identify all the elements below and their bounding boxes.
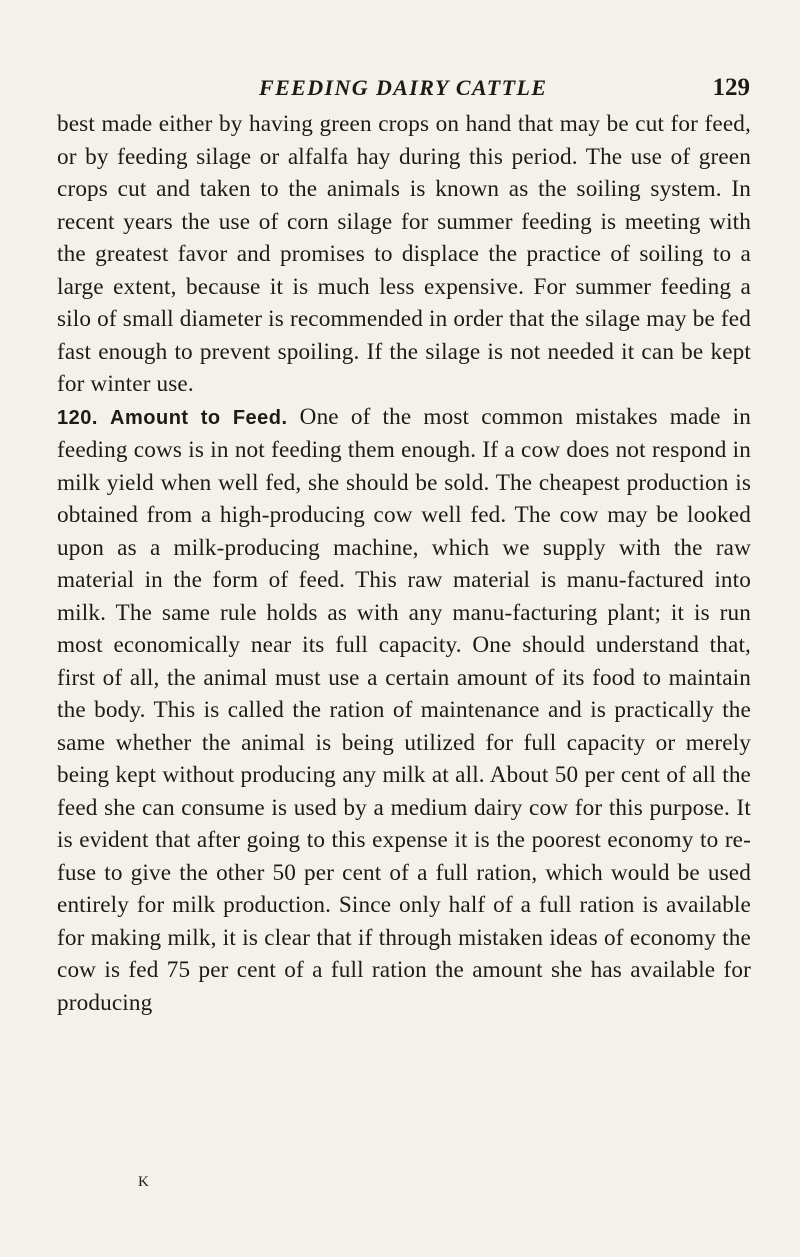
section-number: 120. [57, 406, 98, 429]
body-text [57, 108, 751, 1019]
section-paragraph [57, 401, 751, 1020]
running-head [56, 74, 750, 108]
section-heading: Amount to Feed. [110, 406, 288, 429]
paragraph-continued: best made either by having green crops on hand that may be cut for feed, or by feeding silage or alfalfa hay during this period. The use of green crops cut and taken to the animals is known as the soiling system. In recent years the use of corn silage for summer feeding is meeting with the greatest favor and promises to displace the practice of soiling to a large extent, because it is much less expensive. For summer feeding a silo of small diameter is recommended in order that the silage may be fed fast enough to prevent spoiling. If the silage is not needed it can be kept for winter use. [57, 111, 751, 397]
running-head-title: FEEDING DAIRY CATTLE [259, 75, 548, 100]
signature-mark: K [138, 1174, 150, 1190]
section-text: One of the most common mistakes made in feeding cows is in not feeding them enough. If a cow does not respond in milk yield when well fed, she should be sold. The cheapest production is obtained from a high-producing cow well fed. The cow may be looked upon as a milk-producing machine, which we supply with the raw material in the form of feed. This raw material is manu-factured into milk. The same rule holds as with any manu-facturing plant; it is run most economically near its full capacity. One should understand that, first of all, the animal must use a certain amount of its food to maintain the body. This is called the ration of maintenance and is practically the same whether the animal is being utilized for full capacity or merely being kept without producing any milk at all. About 50 per cent of all the feed she can consume is used by a medium dairy cow for this purpose. It is evident that after going to this expense it is the poorest economy to re-fuse to give the other 50 per cent of a full ration, which would be used entirely for milk production. Since only half of a full ration is available for making milk, it is clear that if through mistaken ideas of economy the cow is fed 75 per cent of a full ration the amount she has available for producing [57, 403, 751, 1016]
page-number: 129 [712, 74, 750, 101]
